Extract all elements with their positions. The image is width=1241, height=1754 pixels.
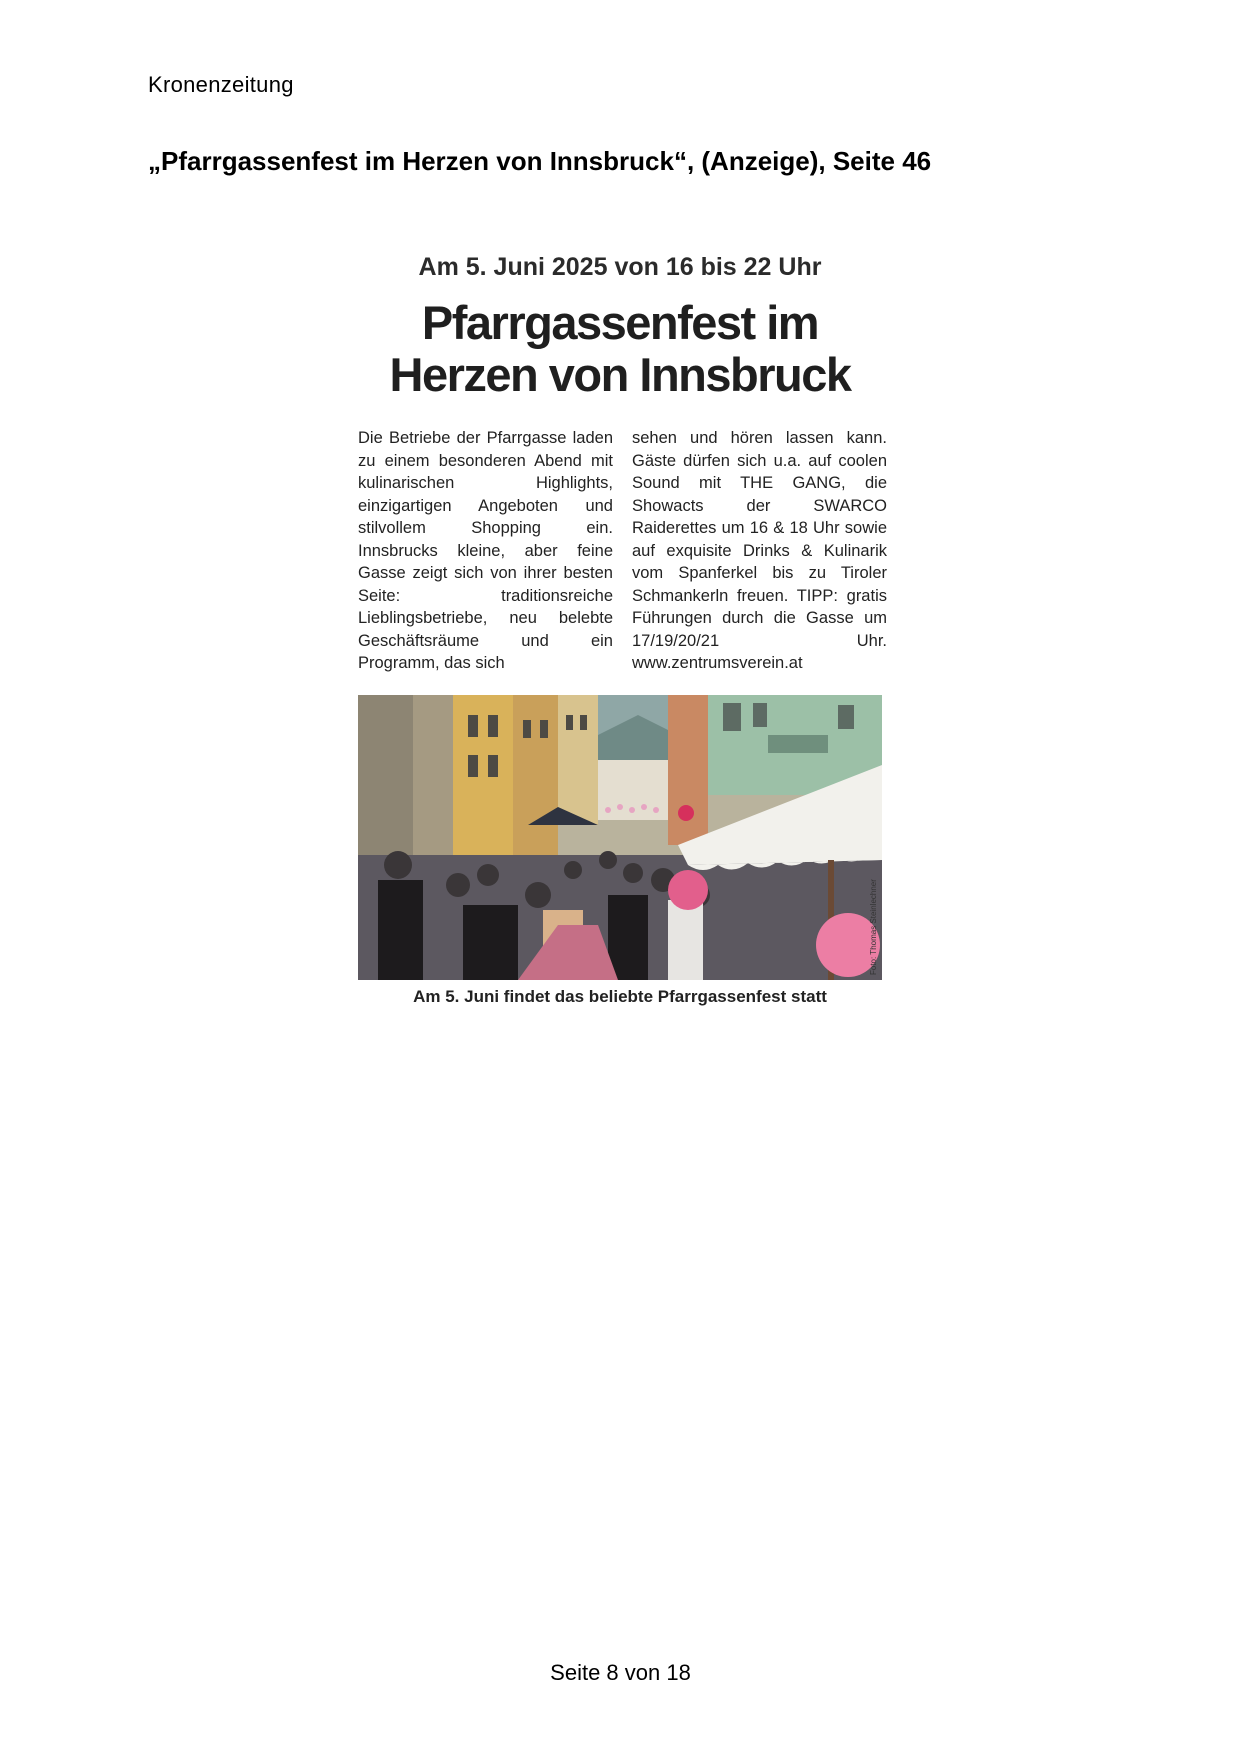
street-festival-photo [358,695,882,980]
headline-line-2: Herzen von Innsbruck [389,348,851,401]
document-title: „Pfarrgassenfest im Herzen von Innsbruck“, (Anzeige), Seite 46 [148,146,932,176]
page-number: Seite 8 von 18 [550,1660,691,1685]
photo-caption: Am 5. Juni findet das beliebte Pfarrgassenfest statt [413,987,827,1006]
photo-credit: Foto: Thomas Steinlechner [869,879,878,975]
event-date-line: Am 5. Juni 2025 von 16 bis 22 Uhr [418,253,822,281]
clipping-headline [355,297,885,401]
headline-line-1: Pfarrgassenfest im [421,296,819,349]
article-column-left: Die Betriebe der Pfarrgasse laden zu einem besonderen Abend mit kulinarischen Highlights, einzigartigen Angeboten und stilvollem Shopping ein. Innsbrucks kleine, aber feine Gasse zeigt sich von ihrer besten Seite: traditionsreiche Lieblingsbetriebe, neu belebte Geschäftsräume und ein Programm, das sich [358,429,613,672]
newspaper-clipping [355,245,885,1015]
source-publication: Kronenzeitung [148,72,294,97]
article-column-right: sehen und hören lassen kann. Gäste dürfen sich u.a. auf coolen Sound mit THE GANG, die Showacts der SWARCO Raiderettes um 16 & 18 Uhr sowie auf exquisite Drinks & Kulinarik vom Spanferkel bis zu Tiroler Schmankerln freuen. TIPP: gratis Führungen durch die Gasse um 17/19/20/21 Uhr. www.zentrumsverein.at [632,429,887,672]
